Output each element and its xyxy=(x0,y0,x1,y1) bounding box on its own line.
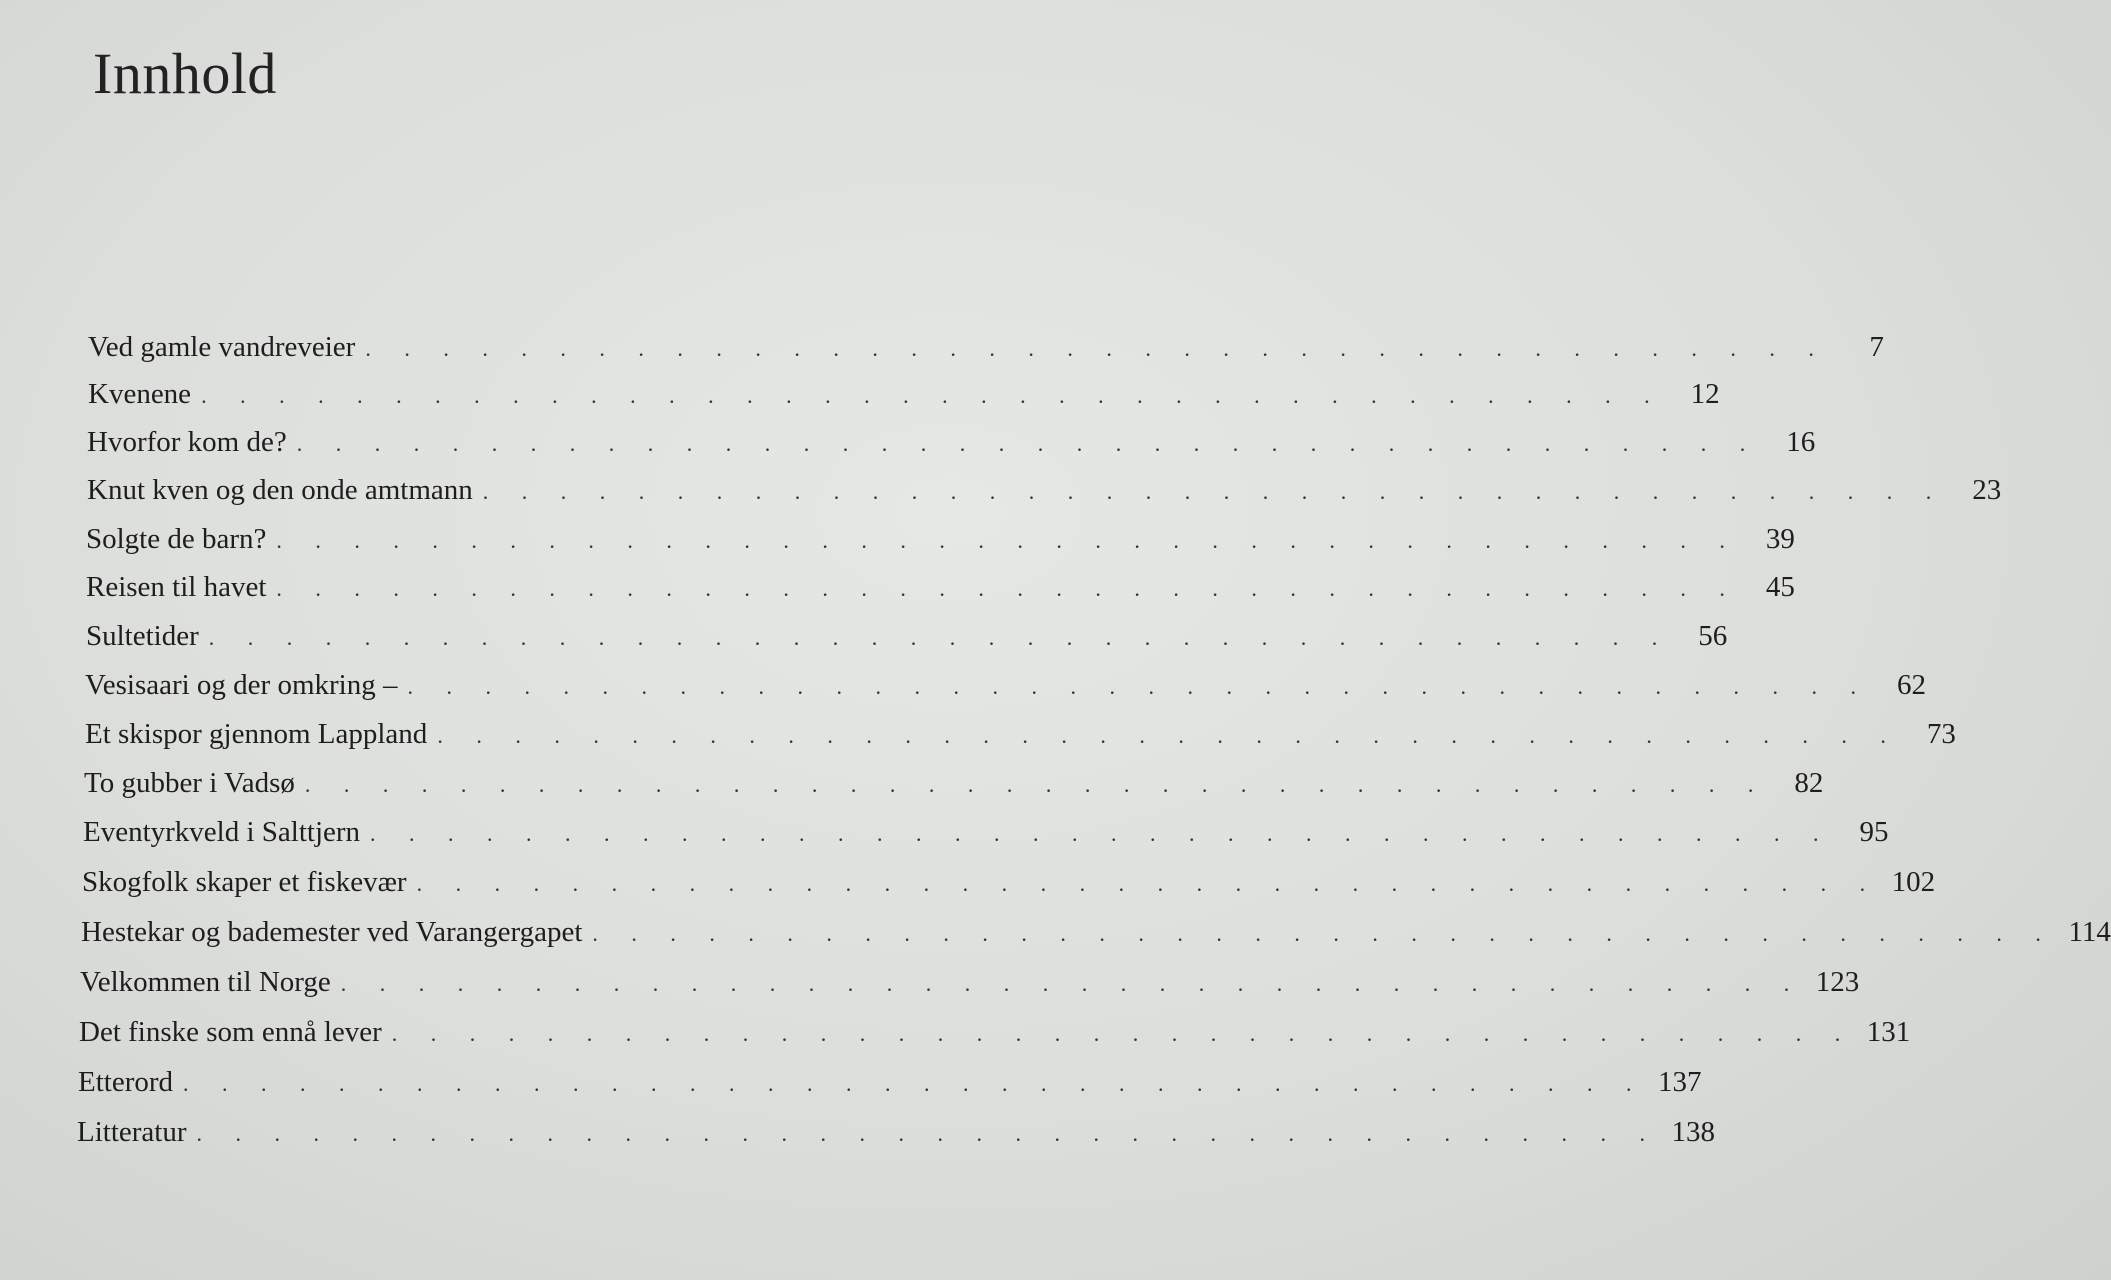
toc-entry-title: Hestekar og bademester ved Varangergapet xyxy=(81,916,583,948)
toc-entry xyxy=(87,470,2002,510)
dot-leader: . . . . . . . . . . . . . . . . . . . . . . . . . . . . . . . . . . . . . . xyxy=(416,871,1880,896)
toc-entry-page: 82 xyxy=(1794,767,1824,799)
dot-leader: . . . . . . . . . . . . . . . . . . . . . . . . . . . . . . . . . . . . . . xyxy=(592,921,2055,946)
toc-entry xyxy=(77,1112,1716,1152)
toc-entry xyxy=(86,519,1795,559)
dot-leader: . . . . . . . . . . . . . . . . . . . . . . . . . . . . . . . . . . . . . . xyxy=(482,479,1946,504)
toc-entry-title: Reisen til havet xyxy=(86,571,267,603)
toc-entry-title: Kvenene xyxy=(88,378,192,410)
dot-leader: . . . . . . . . . . . . . . . . . . . . . . . . . . . . . . . . . . . . . . xyxy=(208,625,1672,650)
toc-entry-title: Ved gamle vandreveier xyxy=(88,331,356,363)
toc-entry xyxy=(85,665,1926,705)
toc-entry-page: 73 xyxy=(1926,718,1956,750)
dot-leader: . . . . . . . . . . . . . . . . . . . . . . . . . . . . . . . . . . . . . . xyxy=(304,772,1768,797)
toc-entry xyxy=(82,862,1936,902)
toc-entry-page: 62 xyxy=(1897,669,1926,701)
toc-entry-title: Hvorfor kom de? xyxy=(87,426,287,458)
toc-entry-title: To gubber i Vadsø xyxy=(84,767,295,799)
toc-entry-page: 7 xyxy=(1869,331,1884,363)
dot-leader: . . . . . . . . . . . . . . . . . . . . . . . . . . . . . . . . . . . . . . xyxy=(407,674,1870,699)
toc-entry xyxy=(83,812,1889,852)
toc-entry-page: 138 xyxy=(1671,1116,1716,1148)
toc-entry-page: 102 xyxy=(1891,866,1936,898)
dot-leader: . . . . . . . . . . . . . . . . . . . . . . . . . . . . . . . . . . . . . . xyxy=(391,1021,1855,1046)
toc-entry-page: 23 xyxy=(1972,474,2002,506)
toc-entry-title: Knut kven og den onde amtmann xyxy=(87,474,473,506)
toc-entry-title: Det finske som ennå lever xyxy=(79,1016,382,1048)
toc-entry-title: Sultetider xyxy=(86,620,199,652)
dot-leader: . . . . . . . . . . . . . . . . . . . . . . . . . . . . . . . . . . . . . . xyxy=(276,576,1739,601)
toc-entry-page: 45 xyxy=(1765,571,1795,603)
toc-entry-page: 56 xyxy=(1698,620,1728,652)
toc-entry-title: Etterord xyxy=(78,1066,174,1098)
toc-entry-page: 16 xyxy=(1786,426,1816,458)
dot-leader: . . . . . . . . . . . . . . . . . . . . . . . . . . . . . . . . . . . . . . xyxy=(201,383,1664,408)
toc-entry xyxy=(78,1062,1702,1102)
dot-leader: . . . . . . . . . . . . . . . . . . . . . . . . . . . . . . . . . . . . . . xyxy=(370,821,1833,846)
toc-entry-page: 95 xyxy=(1859,816,1889,848)
dot-leader: . . . . . . . . . . . . . . . . . . . . . . . . . . . . . . . . . . . . . . xyxy=(340,971,1804,996)
toc-entry-title: Vesisaari og der omkring – xyxy=(85,669,398,701)
dot-leader: . . . . . . . . . . . . . . . . . . . . . . . . . . . . . . . . . . . . . . xyxy=(365,336,1828,361)
toc-entry-page: 39 xyxy=(1765,523,1795,555)
toc-entry-title: Skogfolk skaper et fiskevær xyxy=(82,866,407,898)
toc-entry xyxy=(86,567,1795,607)
dot-leader: . . . . . . . . . . . . . . . . . . . . . . . . . . . . . . . . . . . . . . xyxy=(276,528,1739,553)
toc-entry-title: Et skispor gjennom Lappland xyxy=(85,718,428,750)
toc-entry xyxy=(88,374,1720,414)
dot-leader: . . . . . . . . . . . . . . . . . . . . . . . . . . . . . . . . . . . . . . xyxy=(437,723,1900,748)
toc-entry-page: 131 xyxy=(1866,1016,1911,1048)
toc-entry-title: Litteratur xyxy=(77,1116,187,1148)
toc-entry xyxy=(87,422,1816,462)
toc-entry-title: Solgte de barn? xyxy=(86,523,267,555)
toc-entry xyxy=(88,327,1884,367)
toc-entry-title: Velkommen til Norge xyxy=(80,966,331,998)
dot-leader: . . . . . . . . . . . . . . . . . . . . . . . . . . . . . . . . . . . . . . xyxy=(183,1071,1646,1096)
toc-entry-page: 123 xyxy=(1815,966,1860,998)
toc-entry xyxy=(86,616,1728,656)
toc-entry xyxy=(85,714,1956,754)
toc-entry-title: Eventyrkveld i Salttjern xyxy=(83,816,361,848)
toc-entry-page: 114 xyxy=(2068,916,2111,948)
toc-entry xyxy=(84,763,1824,803)
toc-entry-page: 12 xyxy=(1690,378,1720,410)
toc-entry xyxy=(81,912,2111,952)
page-title: Innhold xyxy=(93,41,277,106)
dot-leader: . . . . . . . . . . . . . . . . . . . . . . . . . . . . . . . . . . . . . . xyxy=(196,1121,1660,1146)
toc-entry-page: 137 xyxy=(1658,1066,1702,1098)
dot-leader: . . . . . . . . . . . . . . . . . . . . . . . . . . . . . . . . . . . . . . xyxy=(296,431,1760,456)
toc-entry xyxy=(80,962,1860,1002)
toc-entry xyxy=(79,1012,1911,1052)
